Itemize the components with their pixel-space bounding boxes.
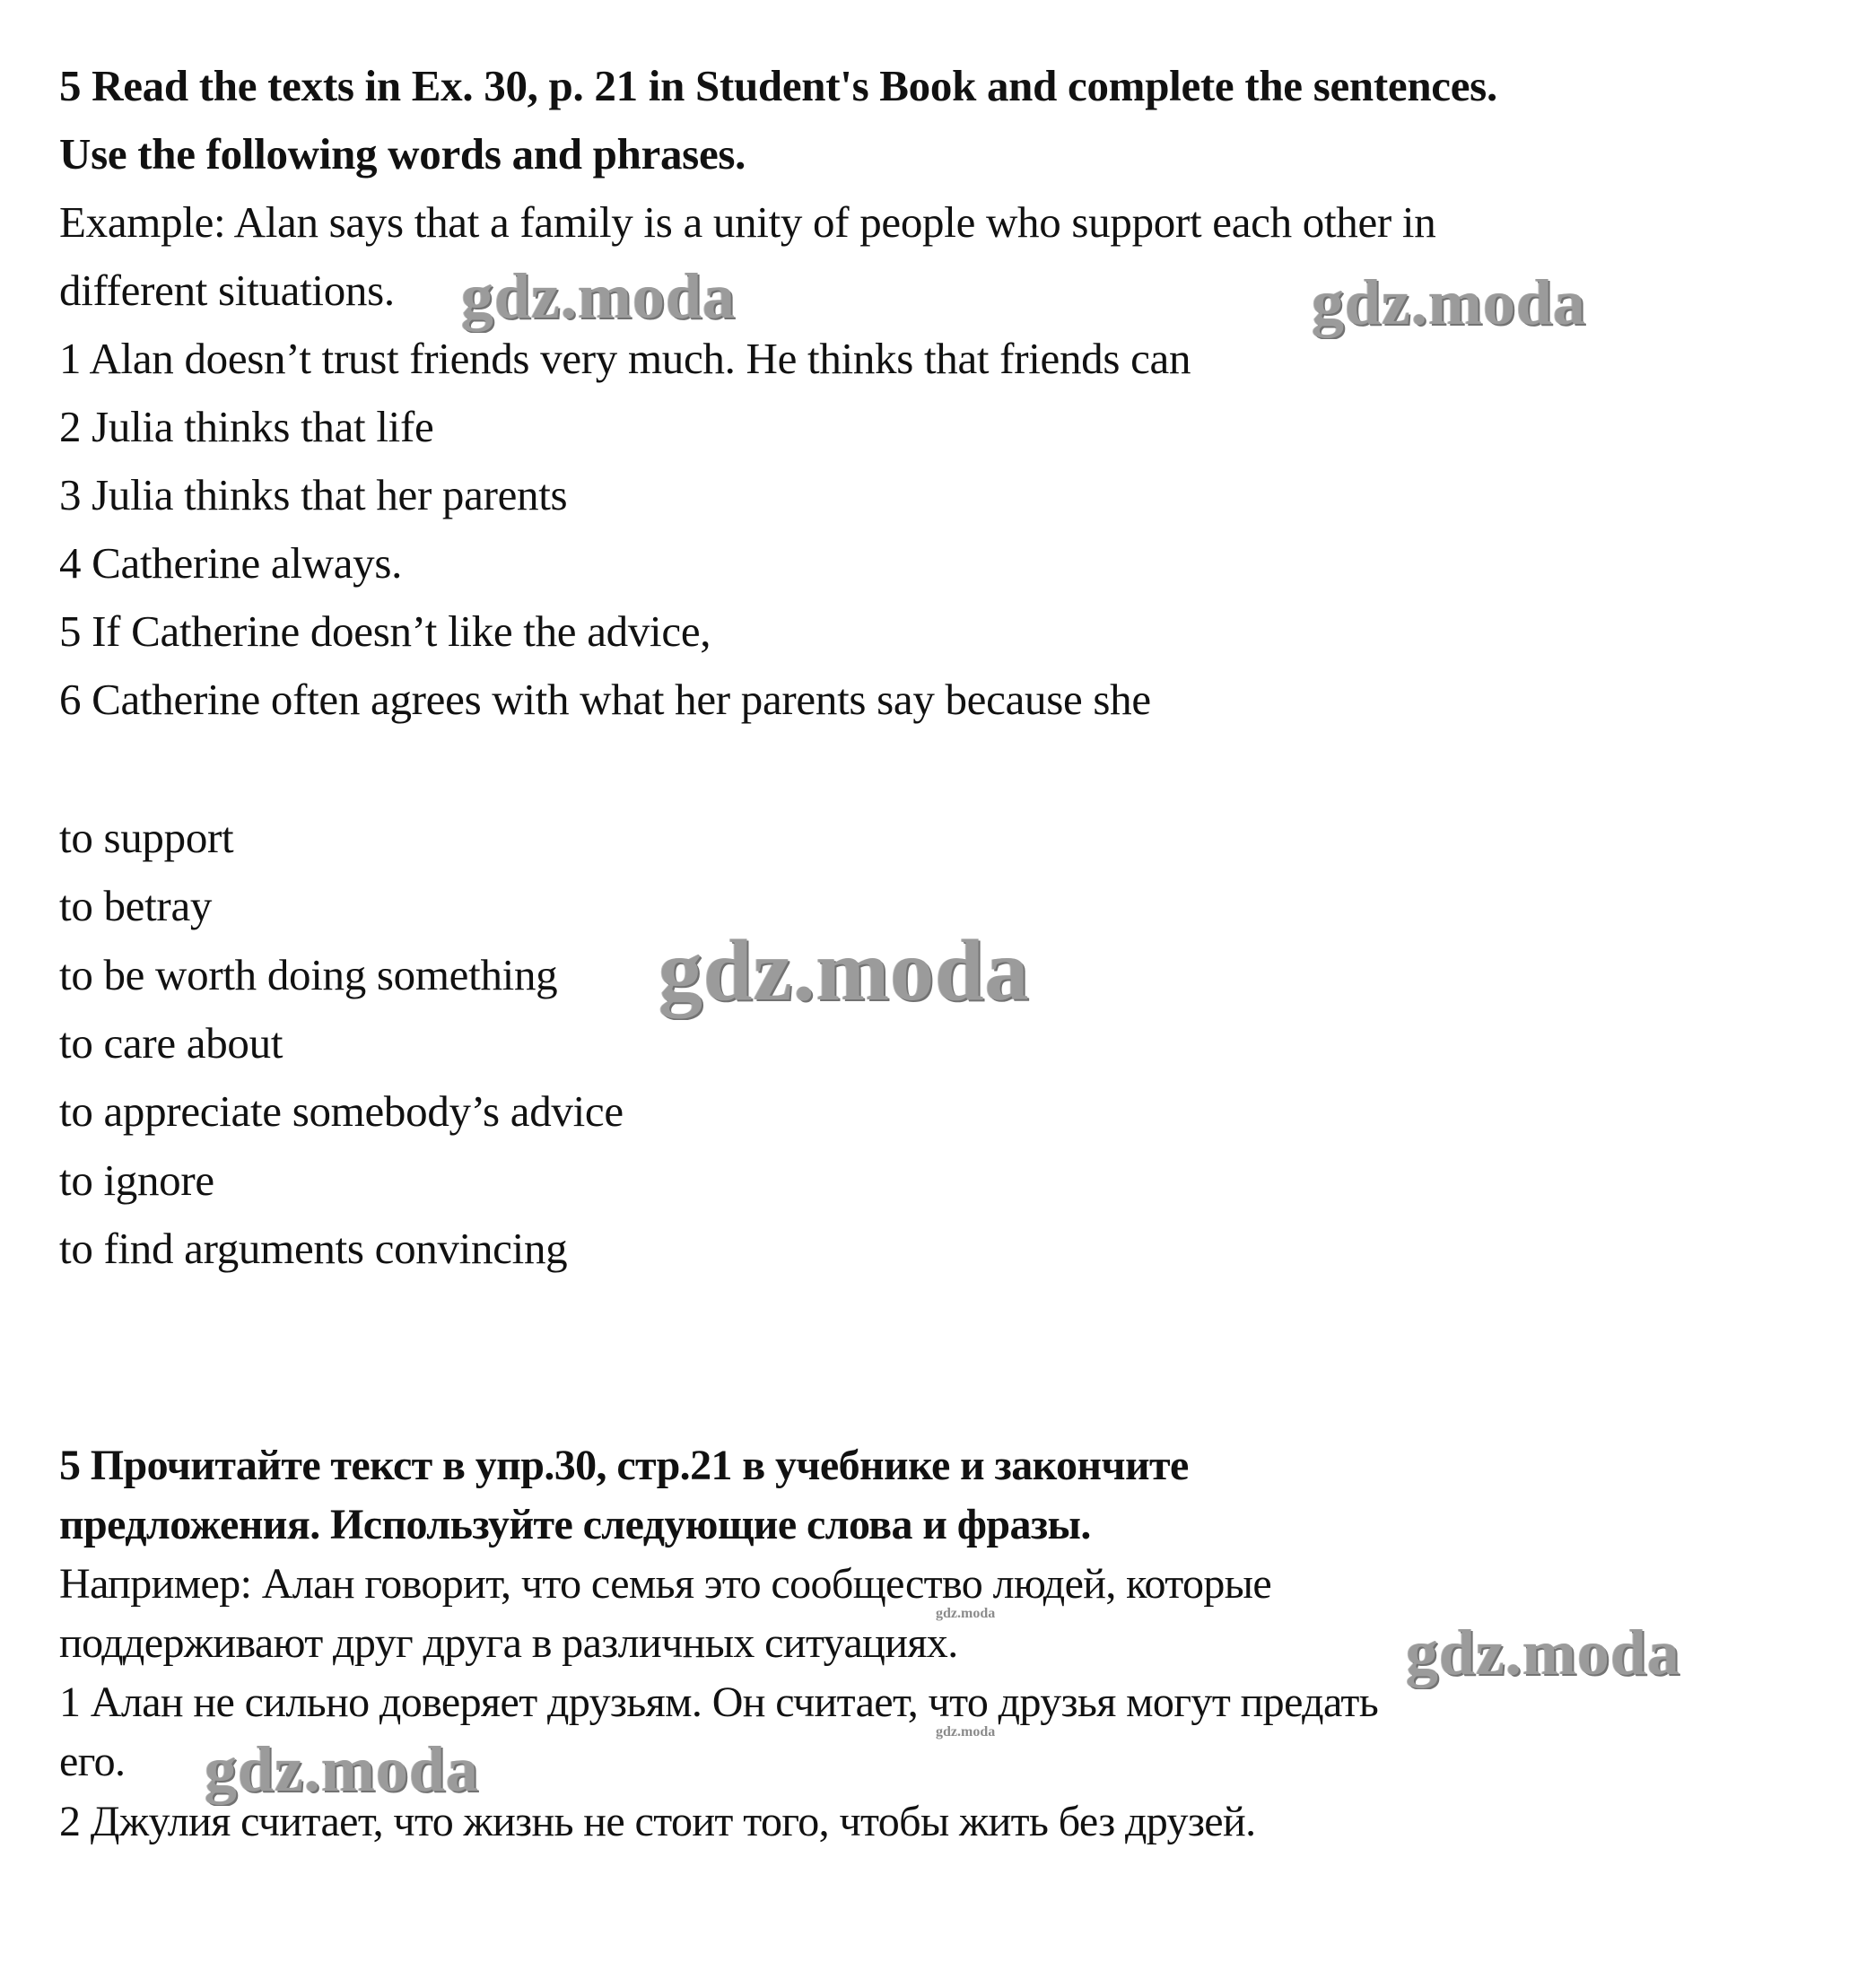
russian-heading-line2: предложения. Используйте следующие слова и фразы. [59,1501,1091,1548]
english-heading-line1: 5 Read the texts in Ex. 30, p. 21 in Student's Book and complete the sentences. [59,61,1497,110]
russian-sentence1-line1: 1 Алан не сильно доверяет друзьям. Он считает, что друзья могут предать [59,1678,1379,1726]
watermark-logo-small: gdz.moda [936,1606,996,1621]
phrase-3: to be worth doing something [59,950,558,999]
sentence-4: 4 Catherine always. [59,538,403,588]
watermark-logo: gdz.moda [659,922,1030,1019]
phrase-6: to ignore [59,1155,214,1205]
phrase-5: to appreciate somebody’s advice [59,1086,624,1136]
sentence-5: 5 If Catherine doesn’t like the advice, [59,606,711,656]
russian-heading-line1: 5 Прочитайте текст в упр.30, стр.21 в учебнике и закончите [59,1442,1189,1489]
watermark-logo-small: gdz.moda [936,1724,996,1740]
sentence-3: 3 Julia thinks that her parents [59,470,568,519]
sentence-6: 6 Catherine often agrees with what her parents say because she [59,675,1151,724]
example-line1: Example: Alan says that a family is a unity of people who support each other in [59,197,1436,247]
english-heading-line2: Use the following words and phrases. [59,129,746,179]
sentence-1: 1 Alan doesn’t trust friends very much. He thinks that friends can [59,334,1191,383]
phrase-1: to support [59,813,234,862]
russian-example-line2: поддерживают друг друга в различных ситуациях. [59,1619,958,1667]
example-line2: different situations. [59,266,395,315]
watermark-logo: gdz.moda [1406,1617,1681,1688]
sentence-2: 2 Julia thinks that life [59,402,434,451]
phrase-7: to find arguments convincing [59,1224,568,1273]
watermark-logo: gdz.moda [205,1733,480,1805]
watermark-logo: gdz.moda [461,260,737,332]
phrase-4: to care about [59,1018,283,1068]
phrase-2: to betray [59,881,213,930]
russian-sentence2: 2 Джулия считает, что жизнь не стоит того, чтобы жить без друзей. [59,1798,1256,1845]
watermark-logo: gdz.moda [1312,266,1587,338]
russian-example-line1: Например: Алан говорит, что семья это сообщество людей, которые [59,1560,1272,1608]
russian-sentence1-line2: его. [59,1738,126,1785]
